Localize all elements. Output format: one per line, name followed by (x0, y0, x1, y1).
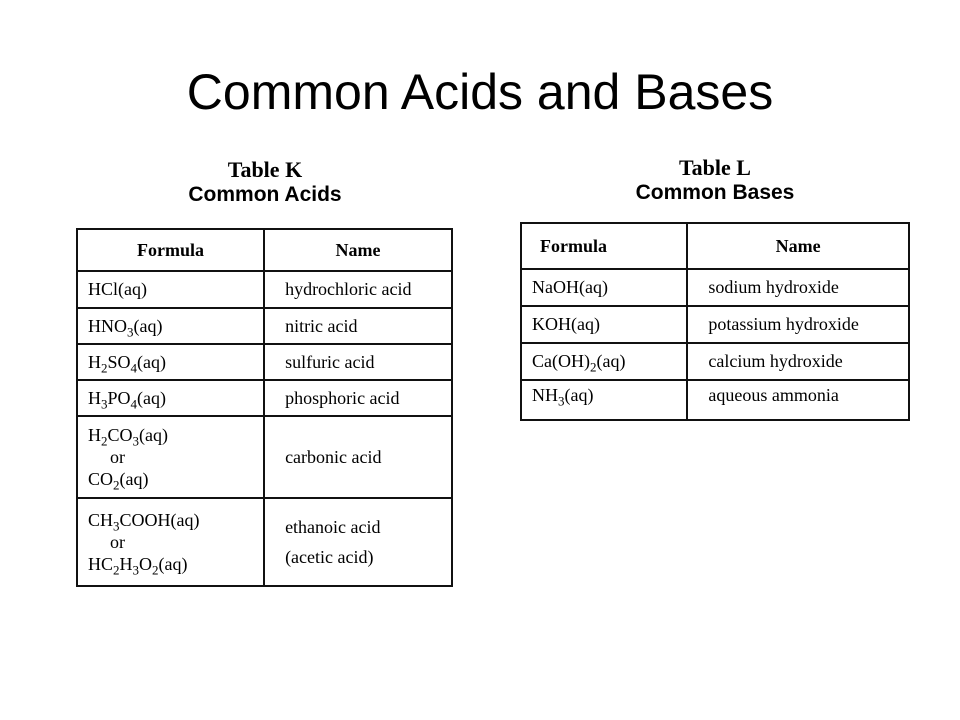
name-cell: potassium hydroxide (687, 306, 909, 343)
formula-cell: $HNO_3(aq)$ (77, 308, 264, 344)
name-cell: nitric acid (264, 308, 452, 344)
table-l-label: Table L (679, 155, 751, 180)
formula-cell: $NH_3(aq)$ (521, 380, 687, 420)
name-line-1: ethanoic acid (285, 517, 381, 537)
table-row (521, 343, 909, 380)
name-cell: aqueous ammonia (687, 380, 909, 420)
table-k-heading (160, 158, 370, 207)
or-text: or (110, 532, 125, 552)
formula-cell: KOH(aq) (521, 306, 687, 343)
name-cell: sulfuric acid (264, 344, 452, 380)
table-l-heading (610, 156, 820, 205)
slide-title: Common Acids and Bases (186, 64, 774, 120)
name-cell: sodium hydroxide (687, 269, 909, 306)
table-l-subtitle: Common Bases (635, 181, 795, 204)
formula-cell: $H_3PO_4(aq)$ (77, 380, 264, 416)
name-cell: calcium hydroxide (687, 343, 909, 380)
table-k-name-header: Name (264, 229, 452, 271)
formula-cell: $CH_3COOH(aq)$ or $HC_2H_3O_2(aq)$ (77, 498, 264, 586)
table-k-formula-header: Formula (77, 229, 264, 271)
table-l-name-header: Name (687, 223, 909, 269)
name-line-2: (acetic acid) (285, 547, 374, 567)
formula-cell: NaOH(aq) (521, 269, 687, 306)
name-cell (264, 498, 452, 586)
or-text: or (110, 447, 125, 467)
table-row (521, 306, 909, 343)
formula-cell: HCl(aq) (77, 271, 264, 308)
table-row (521, 380, 909, 420)
table-row (77, 416, 452, 498)
table-row (77, 271, 452, 308)
table-row (77, 380, 452, 416)
table-l-formula-header: Formula (521, 223, 687, 269)
table-l-common-bases (520, 222, 910, 421)
formula-cell: $Ca(OH)_2(aq)$ (521, 343, 687, 380)
name-cell: phosphoric acid (264, 380, 452, 416)
table-row (77, 308, 452, 344)
formula-cell: $H_2CO_3(aq)$ or $CO_2(aq)$ (77, 416, 264, 498)
table-k-label: Table K (227, 157, 303, 182)
name-cell: hydrochloric acid (264, 271, 452, 308)
table-row (77, 498, 452, 586)
table-k-common-acids (76, 228, 453, 587)
table-row (521, 269, 909, 306)
table-k-subtitle: Common Acids (188, 183, 342, 206)
table-row (77, 344, 452, 380)
name-cell: carbonic acid (264, 416, 452, 498)
formula-cell: $H_2SO_4(aq)$ (77, 344, 264, 380)
